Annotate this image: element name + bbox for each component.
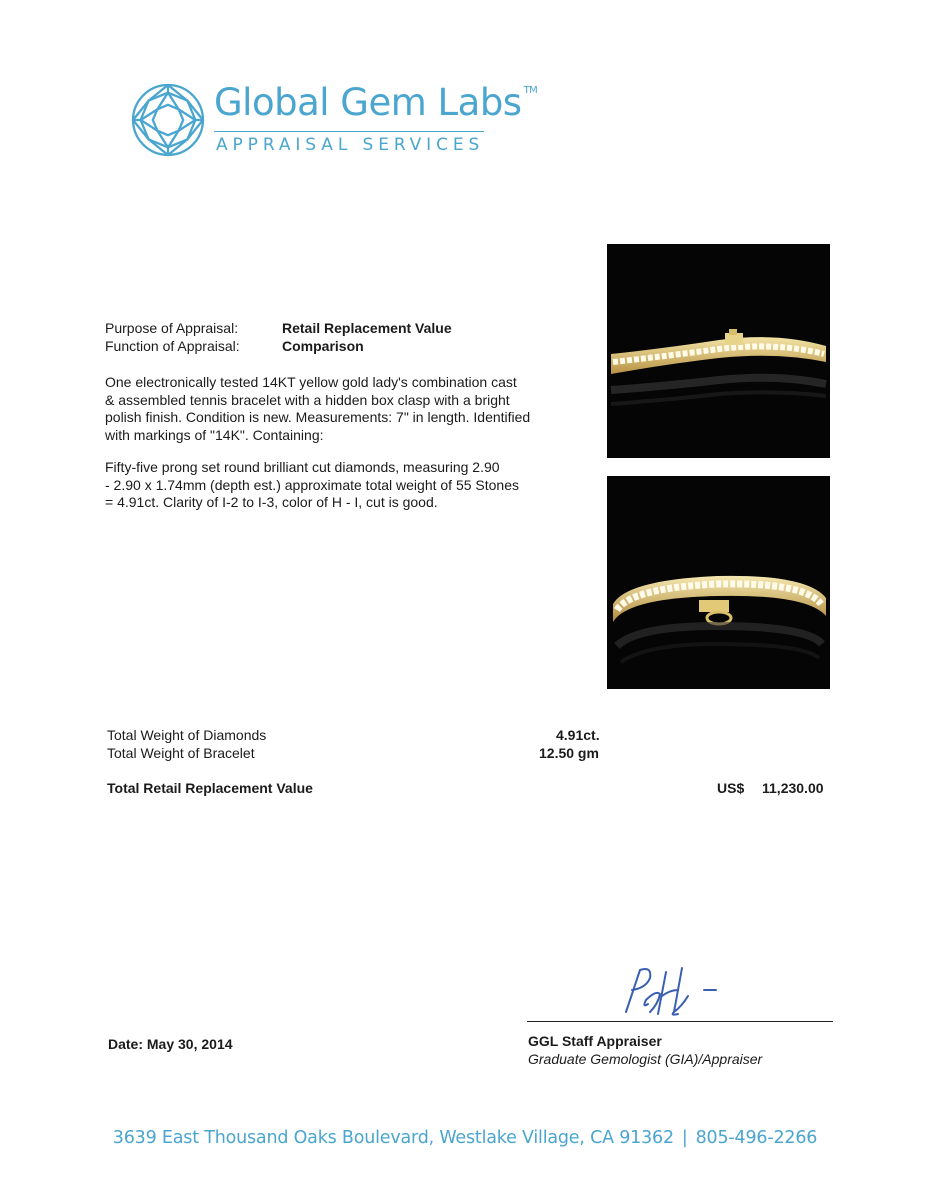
total-bracelet-value: 12.50 gm [539,745,599,761]
appraiser-name: GGL Staff Appraiser [528,1033,662,1049]
appraisal-date: Date: May 30, 2014 [108,1036,233,1052]
item-line: One electronically tested 14KT yellow gold lady's combination cast [105,374,517,390]
total-diamonds-label: Total Weight of Diamonds [107,727,267,743]
item-line: with markings of "14K". Containing: [105,426,324,443]
brand-name: Global Gem Labs ™ [214,81,538,124]
purpose-label: Purpose of Appraisal: [105,320,239,336]
currency-label: US$ [717,780,745,796]
footer-separator: | [681,1128,688,1148]
brand-subtitle: APPRAISAL SERVICES [216,135,485,155]
total-retail-label: Total Retail Replacement Value [107,780,313,796]
function-value: Comparison [282,338,364,354]
brand-divider [214,131,484,132]
gem-logo-icon [130,82,206,158]
stones-description [105,459,519,512]
footer-address: 3639 East Thousand Oaks Boulevard, Westlake Village, CA 91362 [112,1128,674,1148]
stones-line: - 2.90 x 1.74mm (depth est.) approximate total weight of 55 Stones [105,476,519,493]
bracelet-photo-top [607,244,830,458]
item-description [105,374,530,444]
trademark-mark: TM [523,85,538,96]
purpose-value: Retail Replacement Value [282,320,452,336]
signature-line [527,1021,833,1022]
footer-phone: 805-496-2266 [695,1128,818,1148]
item-line: & assembled tennis bracelet with a hidden box clasp with a bright [105,391,510,408]
item-line: polish finish. Condition is new. Measurements: 7" in length. Identified [105,409,531,426]
total-bracelet-label: Total Weight of Bracelet [107,745,255,761]
total-diamonds-value: 4.91ct. [556,727,600,743]
footer-contact [0,1128,930,1148]
bracelet-photo-bottom [607,476,830,689]
stones-line: Fifty-five prong set round brilliant cut diamonds, measuring 2.90 [105,459,500,475]
function-label: Function of Appraisal: [105,338,240,354]
stones-line: = 4.91ct. Clarity of I-2 to I-3, color of H - I, cut is good. [105,494,438,511]
bracelet-bottom-icon [607,476,830,689]
signature-icon [612,960,732,1020]
appraiser-title: Graduate Gemologist (GIA)/Appraiser [528,1051,763,1067]
bracelet-top-icon [607,244,830,458]
total-retail-value: 11,230.00 [762,780,824,796]
